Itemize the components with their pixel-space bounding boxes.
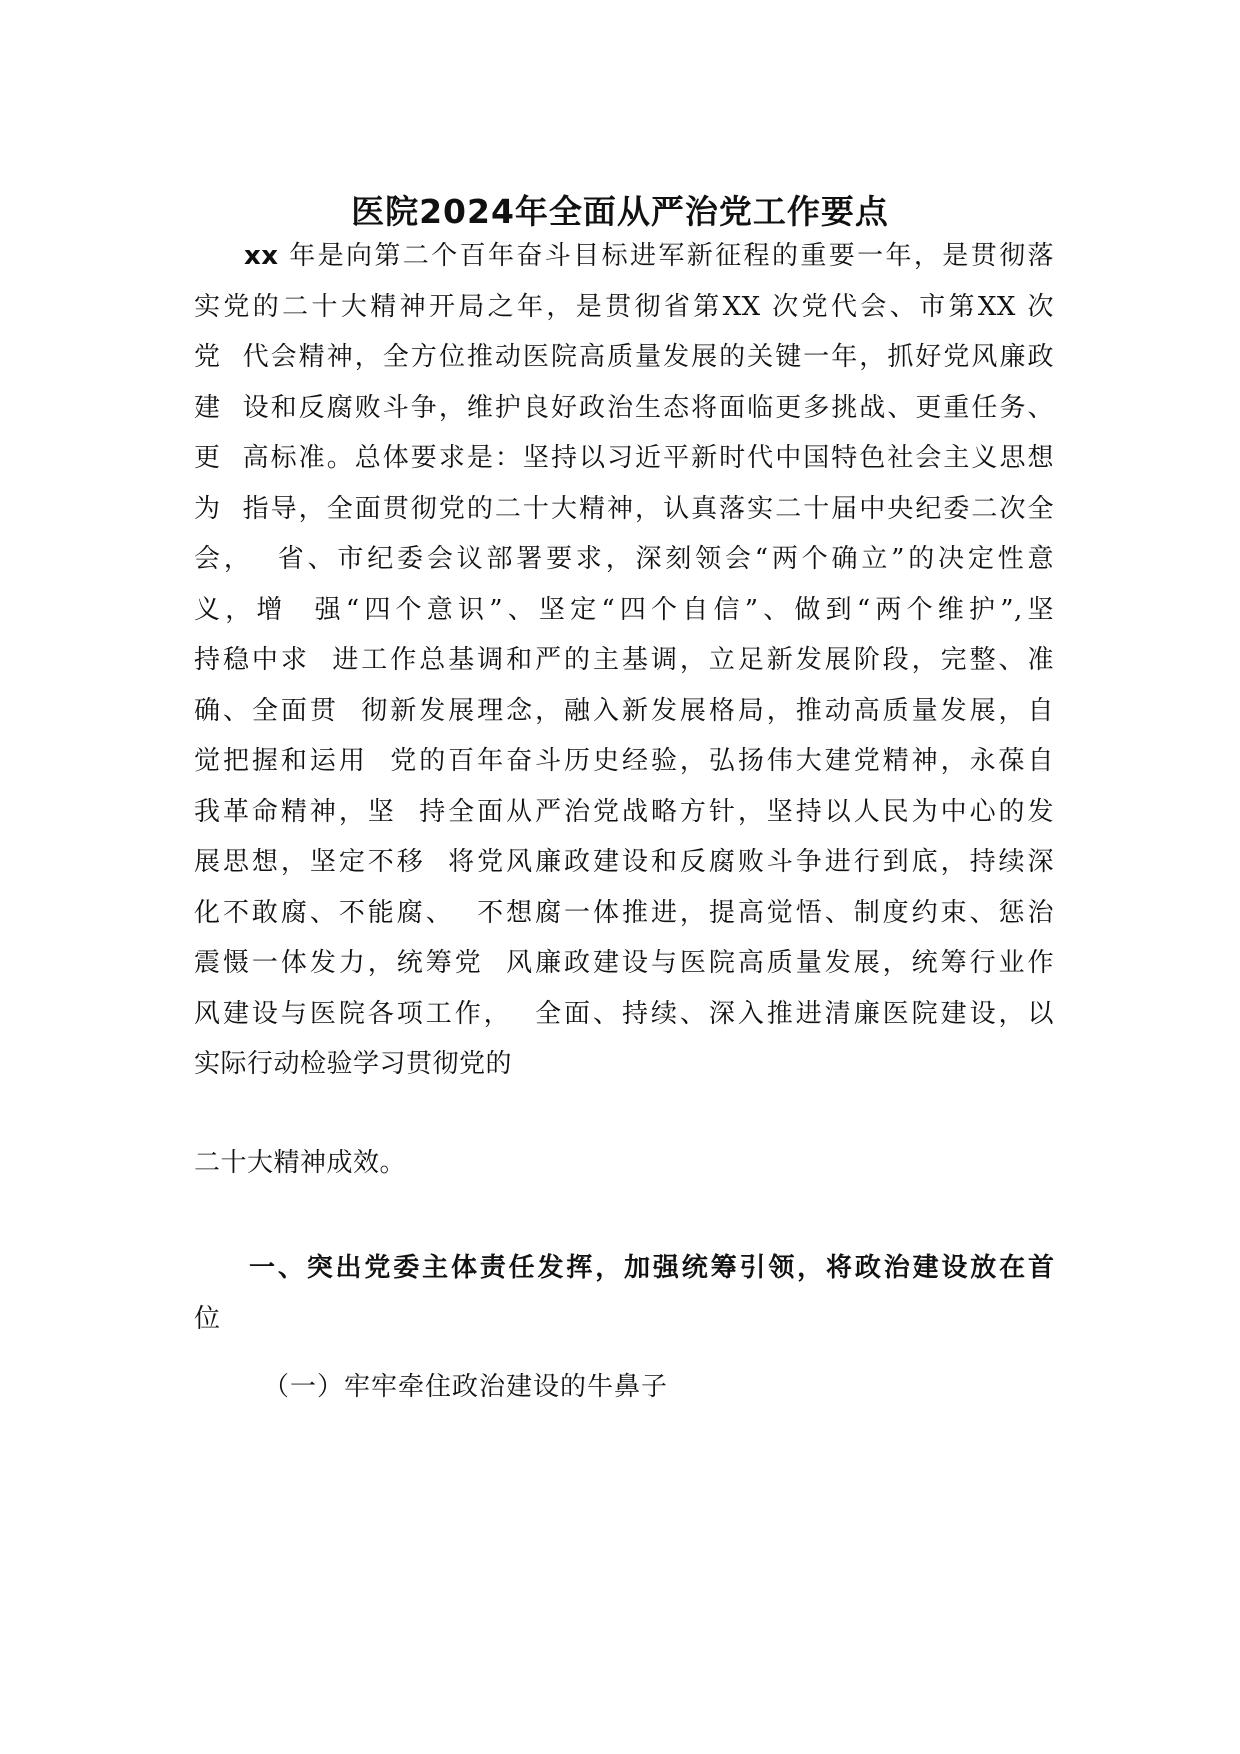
intro-line: 更 高标准。总体要求是：坚持以习近平新时代中国特色社会主义思想 bbox=[194, 443, 1054, 473]
intro-line: 确、全面贯 彻新发展理念，融入新发展格局，推动高质量发展，自 bbox=[194, 696, 1054, 726]
intro-line: 我革命精神，坚 持全面从严治党战略方针，坚持以人民为中心的发 bbox=[194, 797, 1054, 827]
intro-line: 实际行动检验学习贯彻党的 bbox=[194, 1049, 513, 1079]
intro-line: 建 设和反腐败斗争，维护良好政治生态将面临更多挑战、更重任务、 bbox=[194, 393, 1054, 423]
intro-line: 觉把握和运用 党的百年奋斗历史经验，弘扬伟大建党精神，永葆自 bbox=[194, 746, 1054, 776]
intro-line: 义，增 强“四个意识”、坚定“四个自信”、做到“两个维护”,坚 bbox=[194, 595, 1054, 625]
page-title: 医院2024年全面从严治党工作要点 bbox=[351, 192, 889, 231]
intro-line bbox=[244, 236, 1054, 276]
subsection-heading: （一）牢牢牵住政治建设的牛鼻子 bbox=[263, 1372, 669, 1402]
intro-lead: xx bbox=[244, 241, 279, 271]
intro-line: 展思想，坚定不移 将党风廉政建设和反腐败斗争进行到底，持续深 bbox=[194, 847, 1054, 877]
intro-line: 实党的二十大精神开局之年，是贯彻省第XX 次党代会、市第XX 次 bbox=[194, 292, 1054, 322]
intro-tail: 二十大精神成效。 bbox=[194, 1148, 407, 1178]
intro-line: 风建设与医院各项工作， 全面、持续、深入推进清廉医院建设，以 bbox=[194, 999, 1054, 1029]
intro-line: 震慑一体发力，统筹党 风廉政建设与医院高质量发展，统筹行业作 bbox=[194, 948, 1054, 978]
section-heading-tail: 位 bbox=[194, 1304, 221, 1334]
intro-line: 为 指导，全面贯彻党的二十大精神，认真落实二十届中央纪委二次全 bbox=[194, 494, 1054, 524]
section-heading: 一、突出党委主体责任发挥，加强统筹引领，将政治建设放在首 bbox=[249, 1253, 1054, 1283]
intro-line: 持稳中求 进工作总基调和严的主基调，立足新发展阶段，完整、准 bbox=[194, 645, 1054, 675]
intro-line: 会， 省、市纪委会议部署要求，深刻领会“两个确立”的决定性意 bbox=[194, 544, 1054, 574]
intro-line: 化不敢腐、不能腐、 不想腐一体推进，提高觉悟、制度约束、惩治 bbox=[194, 898, 1054, 928]
intro-line-text: 年是向第二个百年奋斗目标进军新征程的重要一年，是贯彻落 bbox=[289, 241, 1054, 271]
intro-line: 党 代会精神，全方位推动医院高质量发展的关键一年，抓好党风廉政 bbox=[194, 342, 1054, 372]
